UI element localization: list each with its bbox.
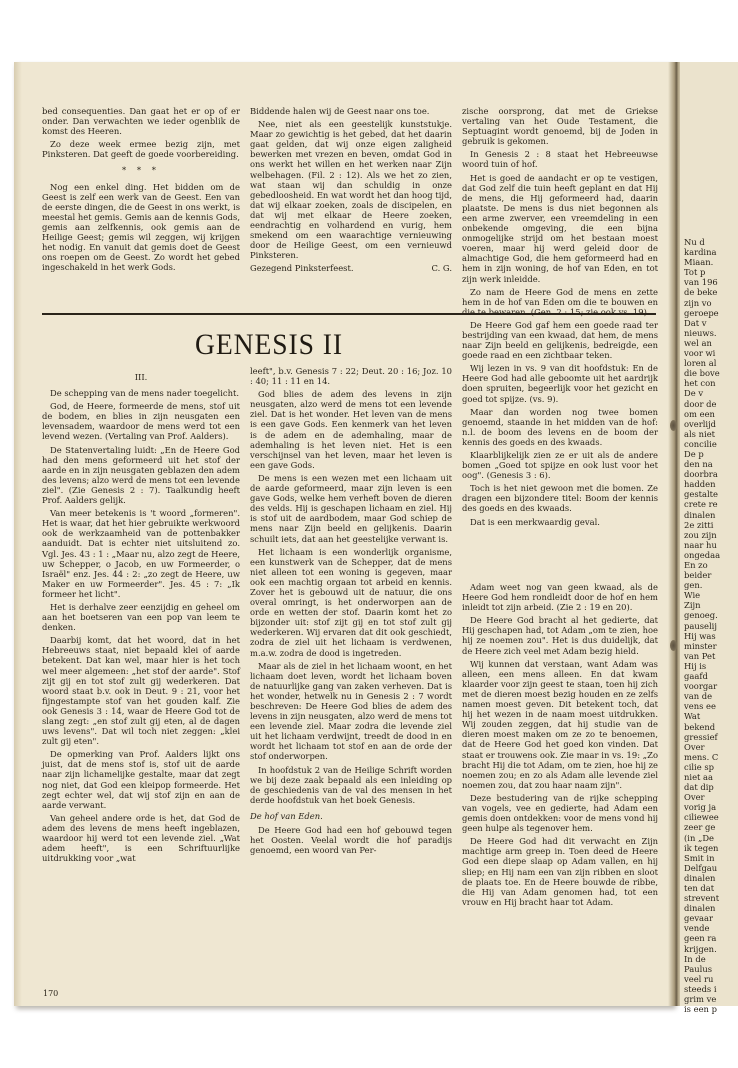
facing-page-line: zeer ge [684,822,716,833]
facing-page-line: zou zijn [684,529,717,540]
facing-page-line: als niet [684,428,716,439]
top-column-1 [42,106,240,275]
facing-page-line: om een [684,408,715,419]
facing-page-text [684,237,738,1014]
facing-page-line: geroepe [684,307,719,318]
paragraph: De Heere God gaf hem een goede raad ter bestrijding van een kwaad, dat hem, de mens naar Zijn beeld en gelijkenis, bedreigde, een goede raad en een zichtbaar teken. [462,319,658,361]
facing-page-line: pauselij [684,620,717,631]
signature-line [250,263,452,273]
paragraph: Adam weet nog van geen kwaad, als de Heere God hem rondleidt door de hof en hem inleidt tot zijn arbeid. (Zie 2 : 19 en 20). [462,582,658,613]
paragraph: Van meer betekenis is 't woord „formeren". Het is waar, dat het hier gebruikte werkwoord ook de werkzaamheid van de pottenbakker aanduidt. Dat is echter niet uitsluitend zo. Vgl. Jes. 43 : 1 : „Maar nu, alzo zegt de Heere, uw Schepper, o Jacob, en uw Formeerder, o Israël" enz. Jes. 44 : 2: „zo zegt de Heere, uw Maker en uw Formeerder". Jes. 45 : 7: „Ik formeer het licht". [42,508,240,599]
facing-page-line: Tot p [684,267,706,278]
section-number: III. [134,372,148,382]
facing-page-line: van de [684,691,713,702]
facing-page-line: kardina [684,247,717,258]
paragraph: Wij kunnen dat verstaan, want Adam was alleen, een mens alleen. En dat kwam klaarder voor zijn geest te staan, toen hij zich met de dieren moest bezig houden en ze zelfs namen moest geven. Dit betekent toch, dat hij het wezen in de naam moest uitdrukken. Wij zouden zeggen, dat hij studie van de dieren moest maken om ze zo te benoemen, dat de Heere God het goed kon vinden. Dat staat er trouwens ook. Zie maar in vs. 19: „Zo bracht Hij die tot Adam, om te zien, hoe hij ze noemen zou; en zo als Adam alle levende ziel noemen zou, dat zou haar naam zijn". [462,658,658,790]
facing-page-line: wel an [684,337,712,348]
paragraph: De Heere God had dit verwacht en Zijn machtige arm greep in. Toen deed de Heere God een diepe slaap op Adam vallen, en hij sliep; en Hij nam een van zijn ribben en sloot de plaats toe. En de Heere bouwde de ribbe, die Hij van Adam genomen had, tot een vrouw en Hij bracht haar tot Adam. [462,836,658,907]
facing-page-line: geen ra [684,933,717,944]
paragraph: De opmerking van Prof. Aalders lijkt ons juist, dat de mens stof is, stof uit de aarde naar zijn lichamelijke gestalte, maar dat zegt nog niet, dat God een kleipop formeerde. Het zegt echter wel, dat wij stof zijn en aan de aarde verwant. [42,749,240,810]
facing-page-line: Paulus [684,963,713,974]
facing-page-line: steeds i [684,983,717,994]
page-number: 170 [43,989,59,998]
facing-page-line: strevent [684,893,720,904]
paragraph: Biddende halen wij de Geest naar ons toe. [250,106,430,116]
facing-page-line: (in „De [684,832,715,843]
facing-page-line: veel ru [684,973,714,984]
page-shadow [14,62,22,1006]
facing-page-line: het con [684,378,716,389]
facing-page-line: Over [684,741,705,752]
facing-page-line: zijn vo [684,297,712,308]
paragraph: bed consequenties. Dan gaat het er op of er onder. Dan verwachten we ieder ogenblik de komst des Heeren. [42,106,240,137]
section-divider [42,313,656,315]
facing-page-line: dinalen [684,872,716,883]
facing-page-line: vende [684,923,710,934]
facing-page-line: mens. C [684,751,719,762]
facing-page-line: voorgar [684,681,718,692]
facing-page-line: de beke [684,287,718,298]
top-column-3 [462,106,658,530]
facing-page-line: hadden [684,479,716,490]
paragraph: In Genesis 2 : 8 staat het Hebreeuwse woord tuin of hof. [462,149,658,170]
facing-page-line: Miaan. [684,257,714,268]
facing-page-line: ciliewee [684,812,719,823]
facing-page-line: is een p [684,1004,717,1015]
paragraph: De schepping van de mens nader toegelicht. [50,388,240,399]
facing-page-line: dat dip [684,782,714,793]
bottom-column-1 [42,372,240,866]
facing-page-line: Wat [684,711,701,722]
paragraph: Maar dan worden nog twee bomen genoemd, staande in het midden van de hof: n.l. de boom des levens en de boom der kennis des goeds en des kwaads. [462,406,658,447]
paragraph: Van geheel andere orde is het, dat God de adem des levens de mens heeft ingeblazen, waardoor hij werd tot een levende ziel. „Wat adem heeft", is een Schriftuurlijke uitdrukking voor „wat [42,812,240,864]
facing-page-line: van 196 [684,277,718,288]
facing-page-line: genoeg. [684,610,718,621]
facing-page-line: Nu d [684,237,705,247]
paragraph: Toch is het niet gewoon met die bomen. Ze dragen een bijzondere titel: Boom der kennis des goeds en des kwaads. [462,483,658,514]
paragraph: De Heere God had een hof gebouwd tegen het Oosten. Veelal wordt die hof paradijs genoemd, een woord van Per- [250,825,452,856]
facing-page-line: gestalte [684,489,718,500]
facing-page-line: dinalen [684,903,716,914]
facing-page-line: Zijn [684,600,701,611]
section-separator: * * * [122,165,160,176]
facing-page-line: gevaar [684,913,714,924]
facing-page-line: grim ve [684,994,717,1005]
facing-page-line: Wie [684,590,701,601]
paragraph: Nee, niet als een geestelijk kunststukje. Maar zo gewichtig is het gebed, dat het daarin gaat gelden, dat wij onze eigen zaligheid bewerken met vrezen en beven, omdat God in ons werkt het willen en het werken naar Zijn welbehagen. (Fil. 2 : 12). Als we het zo zien, wat staan wij dan schuldig in onze gebedloosheid. En wat wordt het dan hoog tijd, dat wij elkaar zoeken, zoals de discipelen, en dat wij met elkaar de Heere zoeken, eendrachtig en volhardend en vurig, hem smekend om een waarachtige vernieuwing door de Heilige Geest, om een vernieuwd Pinksteren. [250,119,452,261]
facing-page-line: En zo [684,560,708,570]
facing-page-line: gressief [684,731,718,742]
facing-page-line: overlijd [684,418,717,429]
paragraph: zische oorsprong, dat met de Griekse vertaling van het Oude Testament, die Septuagint wordt genoemd, bij de Joden in gebruik is gekomen. [462,106,658,147]
facing-page-line: door de [684,398,717,409]
facing-page-line: den na [684,459,713,470]
facing-page-line: naar hu [684,539,717,550]
paragraph: leeft", b.v. Genesis 7 : 22; Deut. 20 : 16; Joz. 10 : 40; 11 : 11 en 14. [250,366,452,387]
paragraph: Het is goed de aandacht er op te vestigen, dat God zelf die tuin heeft geplant en dat Hij de mens, die Hij geformeerd had, daarin plaatste. De mens is dus niet begonnen als een arme zwerver, een vreemdeling in een onbekende omgeving, die een bijna onmogelijke strijd om het bestaan moest voeren, maar hij werd geleid door de almachtige God, die hem geformeerd had en hem in zijn woning, de hof van Eden, en tot zijn werk inleidde. [462,172,658,284]
paragraph: Zo deze week ermee bezig zijn, met Pinksteren. Dat geeft de goede voorbereiding. [42,139,240,160]
paragraph: Zo nam de Heere God de mens en zette hem in de hof van Eden om die te bouwen en die te bewaren. (Gen. 2 : 15; zie ook vs. 19). [462,286,658,317]
paragraph: God, de Heere, formeerde de mens, stof uit de bodem, en blies in zijn neusgaten een levensadem, waardoor de mens werd tot een levend wezen. (Vertaling van Prof. Aalders). [42,401,240,442]
bottom-column-2 [250,366,452,858]
facing-page-line: crete re [684,499,718,510]
facing-page-line: ongedaa [684,549,721,560]
facing-page-line: gaafd [684,671,708,682]
facing-page-line: Dat v [684,317,707,328]
facing-page-line: gen. [684,580,703,591]
facing-page-line: De p [684,448,704,459]
facing-page-line: Smit in [684,852,715,863]
facing-page-line: Delfgau [684,862,718,873]
facing-page-line: die bove [684,368,720,379]
facing-page-line: loren al [684,358,717,369]
facing-page-line: concilie [684,438,717,449]
facing-page-line: 2e zitti [684,519,714,530]
author-initials: C. G. [431,263,452,274]
facing-page-line: bekend [684,721,716,732]
facing-page-line: minster [684,640,717,651]
paragraph: In hoofdstuk 2 van de Heilige Schrift worden we bij deze zaak bepaald als een inleiding op de geschiedenis van de val des mensen in het derde hoofdstuk van het boek Genesis. [250,764,452,805]
facing-page-line: Hij is [684,660,707,671]
facing-page-line: Hij was [684,630,716,641]
paragraph: Nog een enkel ding. Het bidden om de Geest is zelf een werk van de Geest. Een van de eerste dingen, die de Geest in ons werkt, is meestal het gemis. Gemis aan de kennis Gods, gemis aan zelfkennis, ook gemis aan de Heilige Geest; gemis wil zeggen, wij krijgen het nodig. En vanuit dat gemis doet de Geest ons roepen om de Geest. Zo wordt het gebed ingeschakeld in het werk Gods. [42,181,240,273]
paragraph: De Statenvertaling luidt: „En de Heere God had den mens geformeerd uit het stof der aarde en in zijn neusgaten geblazen den adem des levens; alzo werd de mens tot een levende ziel". (Zie Genesis 2 : 7). Taalkundig heeft Prof. Aalders gelijk. [42,444,240,506]
facing-page-line: In de [684,953,706,964]
facing-page-line: De v [684,388,704,399]
facing-page-line: Over [684,792,705,803]
paragraph: Wij lezen in vs. 9 van dit hoofdstuk: En de Heere God had alle geboomte uit het aardrijk doen spruiten, begeerlijk voor het gezicht en goed tot spijze. (vs. 9). [462,363,658,404]
top-column-2 [250,106,452,274]
facing-page-line: niet aa [684,771,714,782]
paragraph: Het is derhalve zeer eenzijdig en geheel om aan het boetseren van een pop van leem te denken. [42,601,240,633]
facing-page-line: krijgen. [684,943,717,954]
paragraph: Dat is een merkwaardig geval. [470,516,600,527]
bottom-column-3 [462,582,658,910]
paragraph: God blies de adem des levens in zijn neusgaten, alzo werd de mens tot een levende ziel. Dat is het wonder. Het leven van de mens is een gave Gods. Een kenmerk van het leven is de adem en de ademhaling, maar de ademhaling is het leven niet. Het is een verschijnsel van het leven, maar het leven is een gave Gods. [250,389,452,470]
closing-greeting: Gezegend Pinksterfeest. [250,263,354,274]
facing-page-line: ten dat [684,883,715,893]
facing-page-line: doorbra [684,469,718,480]
paragraph: Maar als de ziel in het lichaam woont, en het lichaam doet leven, wordt het lichaam boven de natuurlijke gang van zaken verheven. Dat is het wonder, hetwelk nu in Genesis 2 : 7 wordt beschreven: De Heere God blies de adem des levens in zijn neusgaten, alzo werd de mens tot een levende ziel. Maar zodra die levende ziel uit het lichaam verdwijnt, treedt de dood in en wordt het lichaam tot stof en aan de orde der stof onderworpen. [250,660,452,762]
facing-page-line: ik tegen [684,842,719,853]
facing-page-line: dinalen [684,509,716,520]
article-title: GENESIS II [195,328,343,361]
paragraph: Klaarblijkelijk zien ze er uit als de andere bomen „Goed tot spijze en ook lust voor het oog". (Genesis 3 : 6). [462,450,658,481]
facing-page-line: vorig ja [684,802,717,813]
facing-page-line: cilie sp [684,761,715,772]
subheading: De hof van Eden. [250,810,323,821]
facing-page-line: voor wi [684,348,716,359]
paragraph: Deze bestudering van de rijke schepping van vogels, vee en gedierte, had Adam een gemis doen ontdekken: voor de mens vond hij geen hulpe als tegenover hem. [462,792,658,834]
paragraph: Het lichaam is een wonderlijk organisme, een kunstwerk van de Schepper, dat de mens niet alleen tot een woning is gegeven, maar ook een machtig orgaan tot arbeid en kennis. Zover het is gebouwd uit de natuur, die ons overal omringt, is het onderworpen aan de orde en wetten der stof. Daarin komt het zo bijzonder uit: stof zijt gij en tot stof zult gij wederkeren. Wij ervaren dat dit ook geschiedt, zodra de ziel uit het lichaam is verdwenen, m.a.w. zodra de dood is ingetreden. [250,546,452,658]
binding-hole [670,420,677,431]
facing-page [680,62,738,1015]
binding-hole [670,640,677,651]
facing-page-line: van Pet [684,650,716,661]
paragraph: De Heere God bracht al het gedierte, dat Hij geschapen had, tot Adam „om te zien, hoe hij ze noemen zou". Het is dus duidelijk, dat de Heere zich veel met Adam bezig hield. [462,615,658,656]
paragraph: Daarbij komt, dat het woord, dat in het Hebreeuws staat, niet bepaald klei of aarde betekent. Dat kan wel, maar hier is het toch wel meer algemeen: „het stof der aarde". Stof zijt gij en tot stof zult gij wederkeren. Dat woord staat b.v. ook in Deut. 9 : 21, voor het fijngestampte stof van het gouden kalf. Zie ook Genesis 3 : 14, waar de Heere God tot de slang zegt: „en stof zult gij eten, al de dagen uws levens". Dat wil toch niet zeggen: „klei zult gij eten". [42,635,240,747]
paragraph: De mens is een wezen met een lichaam uit de aarde geformeerd, maar zijn leven is een gave Gods, welke hem verheft boven de dieren des velds. Hij is geschapen lichaam en ziel. Hij is stof uit de aardbodem, maar God schiep de mens naar Zijn beeld en gelijkenis. Daarin schuilt iets, dat aan het geestelijke verwant is. [250,472,452,544]
facing-page-line: beider [684,570,712,581]
facing-page-line: vens ee [684,701,716,712]
facing-page-line: nieuws. [684,327,717,338]
